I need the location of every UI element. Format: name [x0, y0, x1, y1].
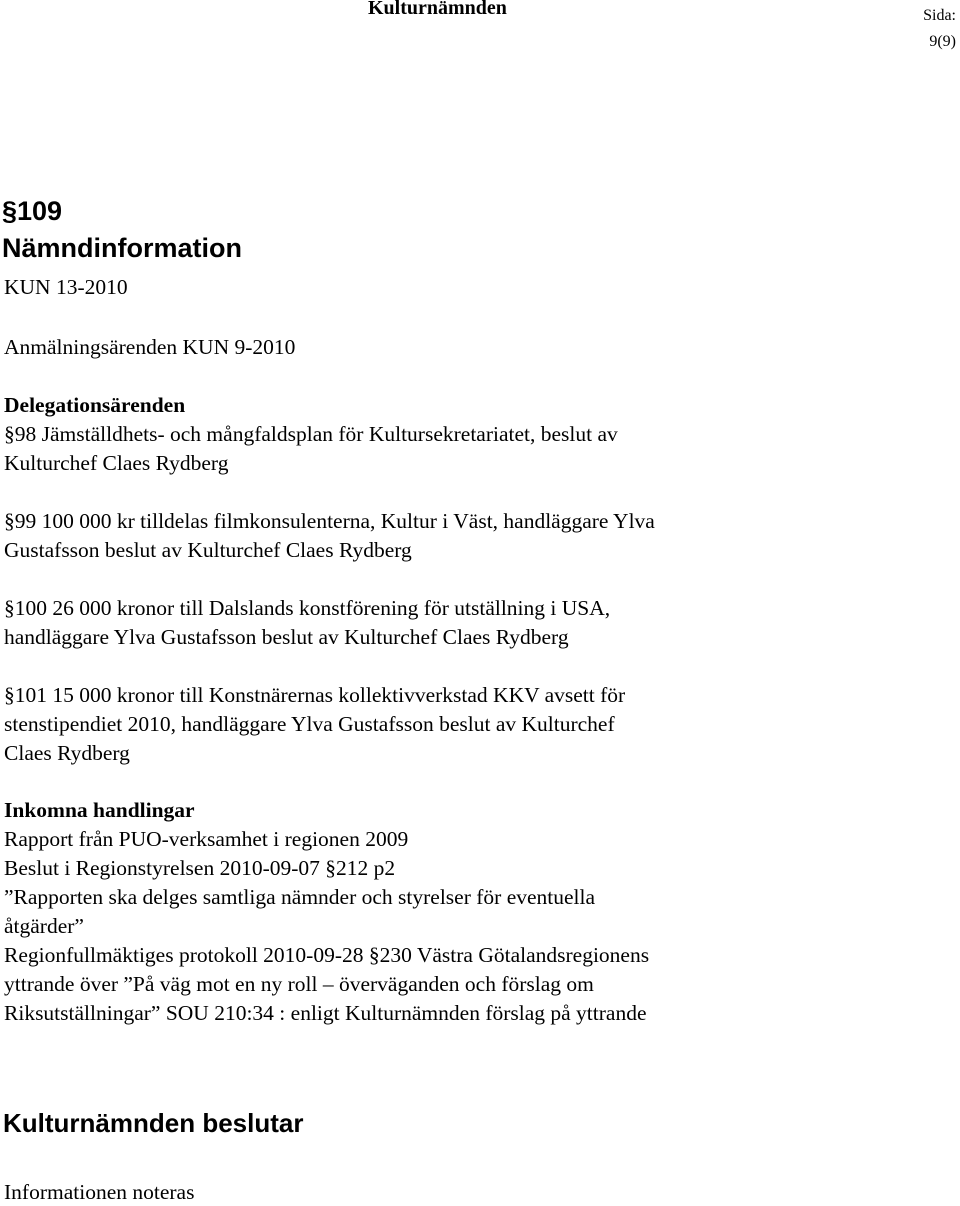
- incoming-line-1: Rapport från PUO-verksamhet i regionen 2009: [4, 827, 409, 851]
- decision-text: Informationen noteras: [4, 1180, 195, 1204]
- page-label: Sida:: [923, 7, 956, 24]
- delegation-heading: Delegationsärenden: [4, 393, 186, 417]
- case-number: KUN 13-2010: [4, 275, 128, 299]
- incoming-line-4: åtgärder”: [4, 914, 84, 938]
- section-title: Nämndinformation: [2, 233, 242, 263]
- decision-heading: Kulturnämnden beslutar: [3, 1108, 304, 1138]
- incoming-line-6: yttrande över ”På väg mot en ny roll – överväganden och förslag om: [4, 972, 594, 996]
- incoming-line-3: ”Rapporten ska delges samtliga nämnder och styrelser för eventuella: [4, 885, 596, 909]
- item-99-line-1: §99 100 000 kr tilldelas filmkonsulenterna, Kultur i Väst, handläggare Ylva: [4, 509, 655, 533]
- item-100-line-1: §100 26 000 kronor till Dalslands konstförening för utställning i USA,: [4, 596, 611, 620]
- page-number: 9(9): [929, 33, 956, 50]
- item-98-line-2: Kulturchef Claes Rydberg: [4, 451, 229, 475]
- anmalning-line: Anmälningsärenden KUN 9-2010: [4, 335, 296, 359]
- item-99-line-2: Gustafsson beslut av Kulturchef Claes Rydberg: [4, 538, 412, 562]
- incoming-heading: Inkomna handlingar: [4, 798, 195, 822]
- item-101-line-1: §101 15 000 kronor till Konstnärernas kollektivverkstad KKV avsett för: [4, 683, 626, 707]
- incoming-line-2: Beslut i Regionstyrelsen 2010-09-07 §212 p2: [4, 856, 396, 880]
- document-header-title: Kulturnämnden: [368, 0, 507, 19]
- item-101-line-2: stenstipendiet 2010, handläggare Ylva Gustafsson beslut av Kulturchef: [4, 712, 615, 736]
- incoming-line-7: Riksutställningar” SOU 210:34 : enligt Kulturnämnden förslag på yttrande: [4, 1001, 647, 1025]
- section-number: §109: [2, 196, 63, 226]
- item-100-line-2: handläggare Ylva Gustafsson beslut av Kulturchef Claes Rydberg: [4, 625, 569, 649]
- item-98-line-1: §98 Jämställdhets- och mångfaldsplan för Kultursekretariatet, beslut av: [4, 422, 618, 446]
- item-101-line-3: Claes Rydberg: [4, 741, 130, 765]
- incoming-line-5: Regionfullmäktiges protokoll 2010-09-28 §230 Västra Götalandsregionens: [4, 943, 650, 967]
